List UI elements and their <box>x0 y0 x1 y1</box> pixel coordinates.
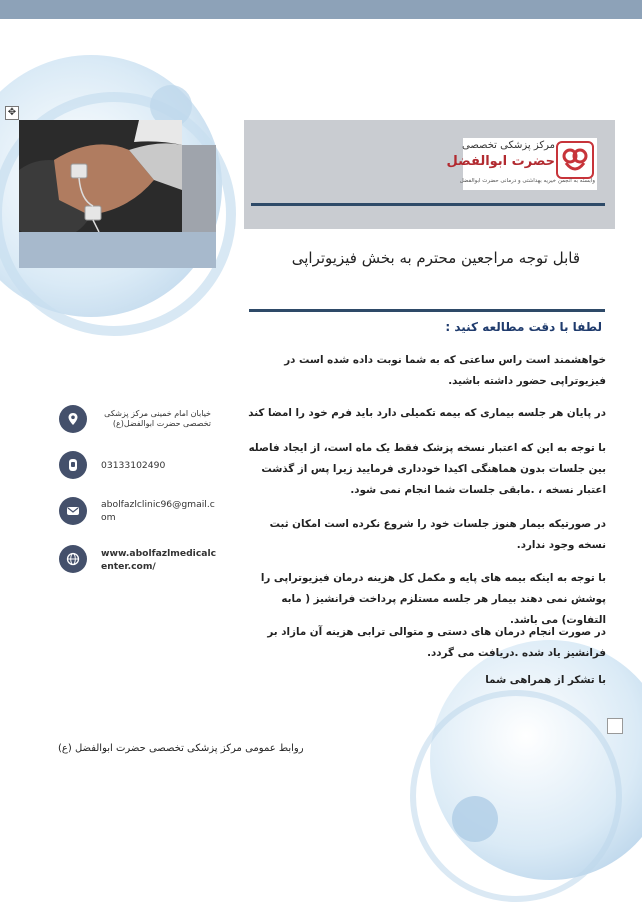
photo-frame-side <box>182 145 216 232</box>
mail-icon <box>59 497 87 525</box>
logo-line-2: حضرت ابوالفضل <box>446 154 555 169</box>
logo-line-3: وابسته به انجمن خیریه بهداشتی و درمانی حضرت ابوالفضل <box>459 178 595 184</box>
globe-icon <box>59 545 87 573</box>
logo-line-1: مرکز پزشکی تخصصی <box>462 140 555 151</box>
decorative-circle-bottom-small <box>452 796 498 842</box>
phone-text: 03133102490 <box>101 460 166 471</box>
notice-paragraph: در پایان هر جلسه بیماری که بیمه تکمیلی دارد باید فرم خود را امضا کند <box>248 407 606 419</box>
notice-paragraph: خواهشمند است راس ساعتی که به شما نوبت داده شده است در فیزیوتراپی حضور داشته باشید. <box>284 354 606 387</box>
page-title: قابل توجه مراجعین محترم به بخش فیزیوتراپی <box>291 249 580 267</box>
footer-credit: روابط عمومی مرکز پزشکی تخصصی حضرت ابوالفضل (ع) <box>58 743 304 754</box>
physiotherapy-photo <box>19 120 182 232</box>
title-divider <box>249 309 605 312</box>
header-divider <box>251 203 605 206</box>
notice-paragraph: در صورت انجام درمان های دستی و متوالی ترابی هزینه آن مازاد بر فرانشیز یاد شده .دریافت می گردد. <box>267 626 606 659</box>
photo-frame-bottom <box>19 232 216 268</box>
notice-paragraph: در صورتیکه بیمار هنوز جلسات خود را شروع نکرده است امکان ثبت نسخه وجود ندارد. <box>269 518 606 551</box>
website-text: www.abolfazlmedicalcenter.com/ <box>101 548 217 572</box>
decorative-ring-bottom <box>410 690 622 902</box>
clinic-logo <box>446 138 597 190</box>
top-color-bar <box>0 0 642 19</box>
logo-mark-icon <box>556 141 594 179</box>
notice-paragraph: با توجه به این که اعتبار نسخه پزشک فقط یک ماه است، از ایجاد فاصله بین جلسات بدون هماهنگی اکیدا خودداری فرمایید زیرا پس از گذشت اعتبار نسخه ، .مابقی جلسات شما انجام نمی شود. <box>248 442 606 496</box>
notice-paragraph: با توجه به اینکه بیمه های پایه و مکمل کل هزینه درمان فیزیوتراپی را پوشش نمی دهند بیمار هر جلسه مستلزم پرداخت فرانشیز ( مابه التفاوت) می باشد. <box>260 572 606 626</box>
location-pin-icon <box>59 405 87 433</box>
closing-thanks: با تشکر از همراهی شما <box>485 674 606 686</box>
resize-handle[interactable] <box>607 718 623 734</box>
read-carefully-subtitle: لطفا با دقت مطالعه کنید : <box>445 320 602 334</box>
email-text: abolfazlclinic96@gmail.com <box>101 499 215 523</box>
phone-icon <box>59 451 87 479</box>
address-text: خیابان امام خمینی مرکز پزشکی تخصصی حضرت ابوالفضل(ع) <box>104 409 211 428</box>
move-handle-icon[interactable]: ✥ <box>5 106 19 120</box>
